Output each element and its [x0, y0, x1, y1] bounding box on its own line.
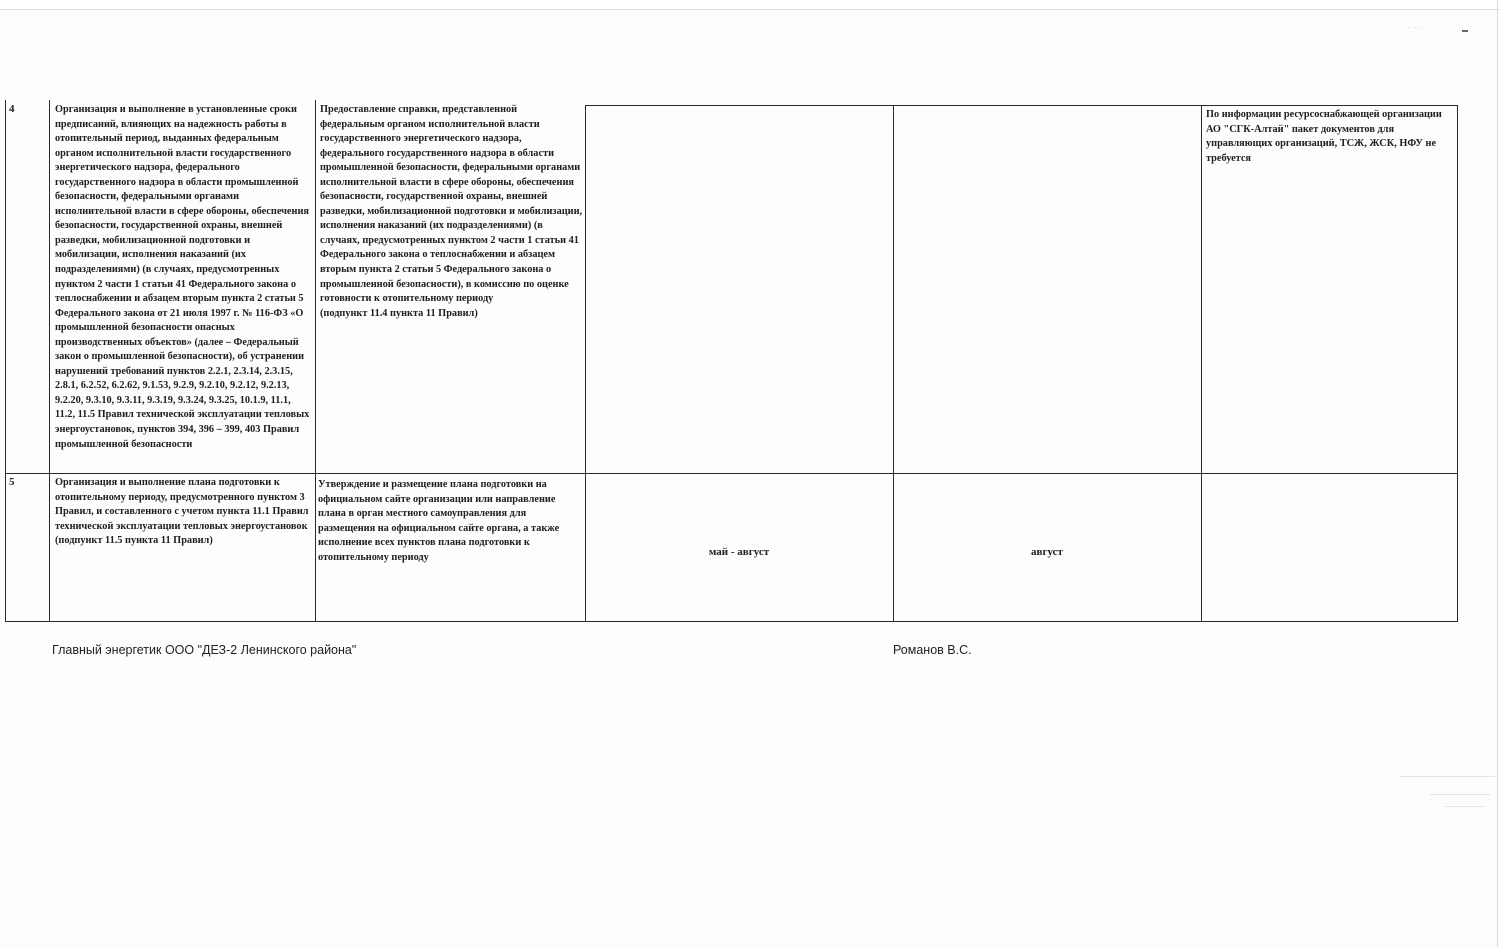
- scan-artifact: [1445, 806, 1485, 807]
- scan-artifact: [1400, 776, 1495, 777]
- table-bottom-border: [5, 621, 1458, 622]
- scan-artifact: [1430, 794, 1490, 795]
- col-border: [1457, 105, 1458, 622]
- document-text: Утверждение и размещение плана подготовки на официальном сайте организации или направление плана в орган местного самоуправления для размещения на официальном сайте органа, а также исполнение всех пунктов плана подготовки к отопительному периоду: [318, 479, 560, 563]
- scan-artifact: [1462, 30, 1468, 32]
- scan-top-edge: [0, 0, 1500, 10]
- deadline-text: август: [1031, 546, 1063, 558]
- table-top-border-right: [585, 105, 1457, 106]
- col-border: [49, 100, 50, 622]
- requirement-text: Организация и выполнение плана подготовки к отопительному периоду, предусмотренного пунктом 3 Правил, и составленного с учетом пункта 11.1 Правил технической эксплуатации тепловых энергоустановок (подпункт 11.5 пункта 11 Правил): [55, 477, 309, 547]
- note-text: По информации ресурсоснабжающей организации АО "СГК-Алтай" пакет документов для управляющих организаций, ТСЖ, ЖСК, НФУ не требуется: [1206, 109, 1442, 164]
- col-border: [315, 100, 316, 622]
- document-text: Предоставление справки, представленной федеральным органом исполнительной власти государственного энергетического надзора, федерального государственного надзора в области промышленной безопасности, федеральными органами исполнительной власти в сфере обороны, обеспечения безопасности, государственной охраны, внешней разведки, мобилизационной подготовки и мобилизации, исполнения наказаний (их подразделениями) (в случаях, предусмотренных пунктом 2 части 1 статьи 41 Федерального закона о теплоснабжении и абзацем вторым пункта 2 статьи 5 Федерального закона о промышленной безопасности), в комиссию по оценке готовности к отопительному периоду (подпункт 11.4 пункта 11 Правил): [320, 104, 583, 319]
- col-border: [1201, 105, 1202, 622]
- scan-artifact: · · ·: [1408, 24, 1424, 32]
- row-number: 5: [9, 476, 15, 488]
- signatory-name: Романов В.С.: [893, 643, 972, 657]
- signatory-position: Главный энергетик ООО "ДЕЗ-2 Ленинского района": [52, 643, 357, 657]
- scan-right-edge: [1497, 0, 1498, 947]
- period-text: [590, 110, 888, 130]
- requirement-text: Организация и выполнение в установленные сроки предписаний, влияющих на надежность работы в отопительный период, выданных федеральным органом исполнительной власти государственного энергетического надзора, федерального государственного надзора в области промышленной безопасности, федеральными органами исполнительной власти в сфере обороны, обеспечения безопасности, государственной охраны, внешней разведки, мобилизационной подготовки и мобилизации, исполнения наказаний (их подразделениями) (в случаях, предусмотренных пунктом 2 части 1 статьи 41 Федерального закона о теплоснабжении и абзацем вторым пункта 2 статьи 5 Федерального закона от 21 июля 1997 г. № 116-ФЗ «О промышленной безопасности опасных производственных объектов» (далее – Федеральный закон о промышленной безопасности), об устранении нарушений требований пунктов 2.2.1, 2.3.14, 2.3.15, 2.8.1, 6.2.52, 6.2.62, 9.1.53, 9.2.9, 9.2.10, 9.2.12, 9.2.13, 9.2.20, 9.3.10, 9.3.11, 9.3.19, 9.3.24, 9.3.25, 10.1.9, 11.1, 11.2, 11.5 Правил технической эксплуатации тепловых энергоустановок, пунктов 394, 396 – 399, 403 Правил промышленной безопасности: [55, 104, 310, 450]
- period-text: май - август: [708, 546, 770, 558]
- note-text: [1206, 480, 1456, 620]
- row-number: 4: [9, 103, 15, 115]
- row-divider: [5, 473, 1457, 474]
- deadline-text: [898, 110, 1196, 130]
- col-border: [5, 100, 6, 622]
